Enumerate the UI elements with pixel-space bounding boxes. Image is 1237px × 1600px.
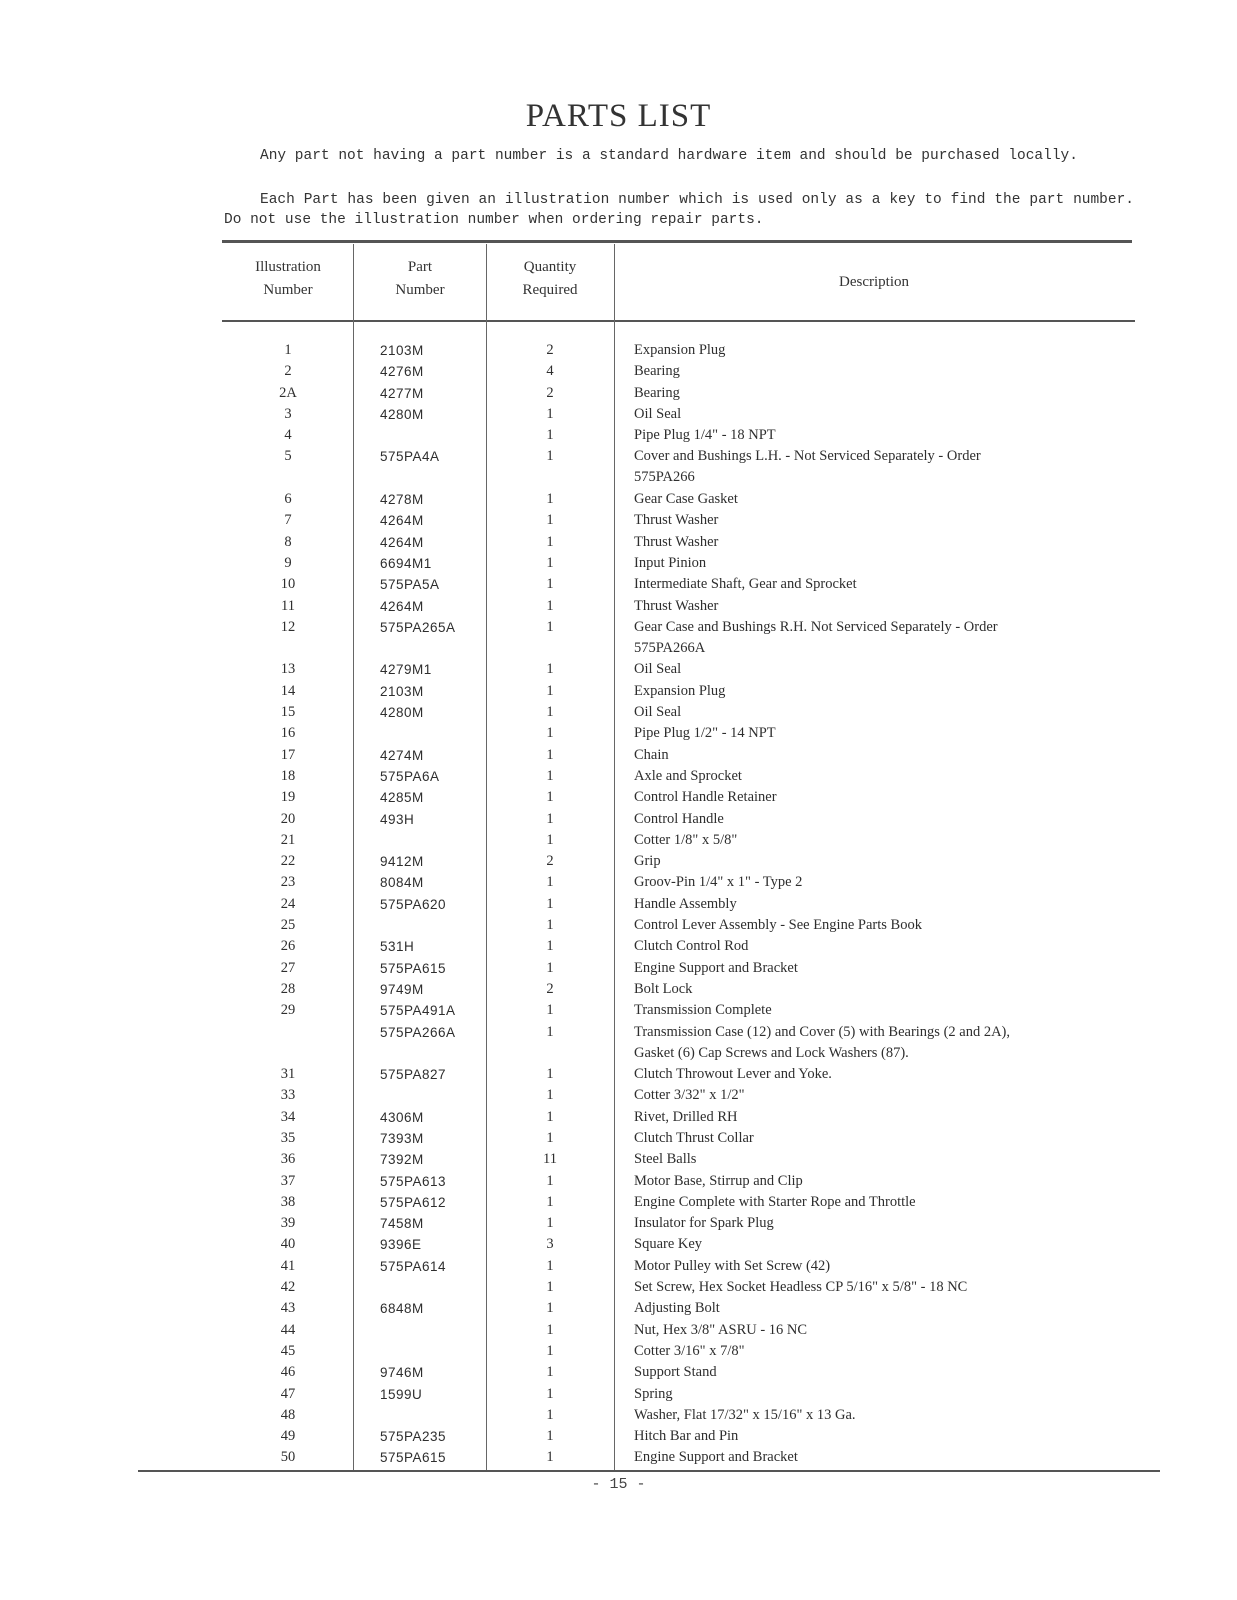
part-number-cell: 2103M (380, 683, 424, 699)
quantity-cell: 2 (546, 384, 554, 401)
description-cell: Cotter 3/16" x 7/8" (634, 1342, 745, 1359)
illustration-number-cell: 10 (280, 576, 296, 593)
part-number-cell: 7458M (380, 1216, 424, 1232)
intro-text-2: Each Part has been given an illustration number which is used only as a key to find the part number. Do not use the illustration number when ordering repair parts. (224, 192, 1134, 228)
quantity-cell: 1 (546, 1321, 554, 1338)
illustration-number-cell: 38 (280, 1193, 296, 1210)
table-header-rule (222, 320, 1135, 322)
description-cell: Insulator for Spark Plug (634, 1215, 774, 1232)
quantity-cell: 1 (546, 746, 554, 763)
quantity-cell: 1 (546, 1406, 554, 1423)
part-number-cell: 575PA6A (380, 768, 440, 784)
table-row (0, 1362, 1237, 1383)
illustration-number-cell: 16 (280, 725, 296, 742)
illustration-number-cell: 50 (280, 1449, 296, 1466)
description-cell: Pipe Plug 1/4" - 18 NPT (634, 427, 776, 444)
part-number-cell: 4285M (380, 790, 424, 806)
quantity-cell: 1 (546, 1108, 554, 1125)
quantity-cell: 1 (546, 831, 554, 848)
intro-paragraph-1 (224, 146, 1134, 166)
table-row (0, 958, 1237, 979)
parts-table-body (0, 340, 1237, 1469)
description-cell (634, 1022, 1114, 1064)
illustration-number-cell: 44 (280, 1321, 296, 1338)
quantity-cell: 1 (546, 938, 554, 955)
quantity-cell: 1 (546, 704, 554, 721)
description-cell: Support Stand (634, 1364, 717, 1381)
quantity-cell: 1 (546, 959, 554, 976)
illustration-number-cell: 7 (284, 512, 292, 529)
description-cell: Pipe Plug 1/2" - 14 NPT (634, 725, 776, 742)
illustration-number-cell: 29 (280, 1002, 296, 1019)
description-cell: Clutch Throwout Lever and Yoke. (634, 1066, 832, 1083)
description-cell: Square Key (634, 1236, 703, 1253)
part-number-cell: 575PA491A (380, 1003, 456, 1019)
description-cell: Hitch Bar and Pin (634, 1428, 739, 1445)
table-row (0, 446, 1237, 489)
quantity-cell: 2 (546, 342, 554, 358)
page-title: PARTS LIST (525, 98, 712, 134)
description-cell: Cotter 1/8" x 5/8" (634, 831, 738, 848)
description-line: Cover and Bushings L.H. - Not Serviced Separately - Order (634, 448, 981, 465)
table-row (0, 872, 1237, 893)
illustration-number-cell: 39 (280, 1215, 296, 1232)
table-row (0, 979, 1237, 1000)
table-row (0, 1298, 1237, 1319)
illustration-number-cell: 1 (284, 342, 292, 358)
illustration-number-cell: 41 (280, 1257, 296, 1274)
quantity-cell: 1 (546, 895, 554, 912)
table-row (0, 1447, 1237, 1468)
quantity-cell: 1 (546, 1066, 554, 1083)
illustration-number-cell: 24 (280, 895, 296, 912)
header-description-label: Description (839, 274, 909, 290)
table-row (0, 745, 1237, 766)
table-row (0, 787, 1237, 808)
description-cell (634, 617, 1114, 659)
illustration-number-cell: 19 (280, 789, 296, 806)
table-row (0, 1000, 1237, 1021)
quantity-cell: 1 (546, 1300, 554, 1317)
illustration-number-cell: 47 (280, 1385, 296, 1402)
part-number-cell: 575PA4A (380, 449, 440, 465)
quantity-cell: 1 (546, 1193, 554, 1210)
description-cell: Gear Case Gasket (634, 491, 738, 508)
quantity-cell: 1 (546, 1428, 554, 1445)
part-number-cell: 575PA265A (380, 619, 456, 635)
description-cell: Groov-Pin 1/4" x 1" - Type 2 (634, 874, 803, 891)
quantity-cell: 1 (546, 810, 554, 827)
table-row (0, 851, 1237, 872)
part-number-cell: 4274M (380, 747, 424, 763)
quantity-cell: 1 (546, 1364, 554, 1381)
table-bottom-rule (138, 1470, 1160, 1472)
illustration-number-cell: 14 (280, 682, 296, 699)
illustration-number-cell: 17 (280, 746, 296, 763)
part-number-cell: 575PA827 (380, 1067, 447, 1083)
quantity-cell: 1 (546, 1257, 554, 1274)
part-number-cell: 6848M (380, 1301, 424, 1317)
illustration-number-cell: 4 (284, 427, 292, 444)
header-quantity-line1: Quantity (523, 259, 577, 275)
table-row (0, 1128, 1237, 1149)
table-row (0, 1341, 1237, 1362)
table-row (0, 1256, 1237, 1277)
table-row (0, 723, 1237, 744)
quantity-cell: 1 (546, 491, 554, 508)
header-illustration-line1: Illustration (255, 259, 321, 275)
part-number-cell: 8084M (380, 875, 424, 891)
table-row (0, 383, 1237, 404)
header-quantity-required (486, 256, 614, 302)
illustration-number-cell: 23 (280, 874, 296, 891)
quantity-cell: 1 (546, 597, 554, 614)
illustration-number-cell: 33 (280, 1087, 296, 1104)
quantity-cell: 1 (546, 874, 554, 891)
table-row (0, 553, 1237, 574)
table-row (0, 1064, 1237, 1085)
quantity-cell: 1 (546, 533, 554, 550)
illustration-number-cell: 43 (280, 1300, 296, 1317)
description-cell: Clutch Control Rod (634, 938, 749, 955)
description-cell: Thrust Washer (634, 533, 719, 550)
part-number-cell: 4306M (380, 1109, 424, 1125)
illustration-number-cell: 40 (280, 1236, 296, 1253)
table-row (0, 425, 1237, 446)
part-number-cell: 4264M (380, 534, 424, 550)
part-number-cell: 4280M (380, 705, 424, 721)
quantity-cell: 1 (546, 1449, 554, 1466)
description-cell: Rivet, Drilled RH (634, 1108, 738, 1125)
part-number-cell: 7393M (380, 1130, 424, 1146)
illustration-number-cell: 31 (280, 1066, 296, 1083)
illustration-number-cell: 48 (280, 1406, 296, 1423)
illustration-number-cell: 5 (284, 448, 292, 465)
quantity-cell: 1 (546, 405, 554, 422)
table-row (0, 809, 1237, 830)
description-cell: Bolt Lock (634, 980, 693, 997)
part-number-cell: 531H (380, 939, 415, 955)
table-row (0, 1107, 1237, 1128)
illustration-number-cell: 15 (280, 704, 296, 721)
part-number-cell: 4279M1 (380, 662, 432, 678)
table-row (0, 1022, 1237, 1065)
illustration-number-cell: 11 (281, 597, 295, 614)
illustration-number-cell: 21 (280, 831, 296, 848)
description-cell: Oil Seal (634, 704, 682, 721)
table-row (0, 915, 1237, 936)
table-row (0, 659, 1237, 680)
illustration-number-cell: 34 (280, 1108, 296, 1125)
description-cell: Thrust Washer (634, 597, 719, 614)
part-number-cell: 4277M (380, 385, 424, 401)
quantity-cell: 1 (546, 512, 554, 529)
table-row (0, 830, 1237, 851)
description-cell: Axle and Sprocket (634, 767, 742, 784)
quantity-cell: 1 (546, 789, 554, 806)
description-cell: Spring (634, 1385, 673, 1402)
quantity-cell: 1 (546, 1002, 554, 1019)
description-cell: Motor Base, Stirrup and Clip (634, 1172, 803, 1189)
illustration-number-cell: 49 (280, 1428, 296, 1445)
description-cell (634, 446, 1114, 488)
part-number-cell: 575PA615 (380, 960, 447, 976)
description-cell: Control Lever Assembly - See Engine Parts Book (634, 917, 922, 934)
part-number-cell: 575PA614 (380, 1258, 447, 1274)
illustration-number-cell: 35 (280, 1129, 296, 1146)
quantity-cell: 1 (546, 917, 554, 934)
part-number-cell: 9749M (380, 981, 424, 997)
illustration-number-cell: 9 (284, 554, 292, 571)
illustration-number-cell: 3 (284, 405, 292, 422)
description-cell: Transmission Complete (634, 1002, 772, 1019)
part-number-cell: 9412M (380, 854, 424, 870)
header-illustration-number (222, 256, 354, 302)
table-row (0, 936, 1237, 957)
description-cell: Intermediate Shaft, Gear and Sprocket (634, 576, 857, 593)
illustration-number-cell: 22 (280, 853, 296, 870)
description-cell: Expansion Plug (634, 342, 726, 358)
description-cell: Chain (634, 746, 669, 763)
table-row (0, 1192, 1237, 1213)
part-number-cell: 4264M (380, 513, 424, 529)
quantity-cell: 1 (546, 1279, 554, 1296)
quantity-cell: 1 (546, 554, 554, 571)
description-cell: Adjusting Bolt (634, 1300, 720, 1317)
quantity-cell: 1 (546, 1087, 554, 1104)
table-row (0, 702, 1237, 723)
description-cell: Cotter 3/32" x 1/2" (634, 1087, 745, 1104)
description-cell: Engine Complete with Starter Rope and Throttle (634, 1193, 916, 1210)
table-row (0, 1213, 1237, 1234)
quantity-cell: 1 (546, 618, 554, 635)
description-cell: Engine Support and Bracket (634, 959, 798, 976)
table-row (0, 340, 1237, 361)
description-cell: Oil Seal (634, 661, 682, 678)
table-row (0, 894, 1237, 915)
illustration-number-cell: 26 (280, 938, 296, 955)
part-number-cell: 4264M (380, 598, 424, 614)
header-quantity-line2: Required (522, 282, 578, 298)
description-cell: Control Handle Retainer (634, 789, 777, 806)
description-cell: Expansion Plug (634, 682, 726, 699)
table-row (0, 510, 1237, 531)
part-number-cell: 575PA235 (380, 1429, 447, 1445)
quantity-cell: 1 (546, 767, 554, 784)
description-cell: Control Handle (634, 810, 724, 827)
quantity-cell: 1 (546, 1215, 554, 1232)
part-number-cell: 575PA266A (380, 1024, 456, 1040)
quantity-cell: 2 (546, 980, 554, 997)
description-cell: Engine Support and Bracket (634, 1449, 798, 1466)
table-row (0, 1405, 1237, 1426)
part-number-cell: 4278M (380, 492, 424, 508)
description-line: Gasket (6) Cap Screws and Lock Washers (87). (634, 1044, 909, 1061)
illustration-number-cell: 37 (280, 1172, 296, 1189)
header-part-line2: Number (395, 282, 445, 298)
table-row (0, 532, 1237, 553)
quantity-cell: 1 (546, 1129, 554, 1146)
illustration-number-cell: 18 (280, 767, 296, 784)
part-number-cell: 575PA620 (380, 896, 447, 912)
description-cell: Bearing (634, 384, 680, 401)
page-number: - 15 - (591, 1476, 646, 1493)
table-row (0, 1384, 1237, 1405)
table-row (0, 574, 1237, 595)
table-row (0, 1277, 1237, 1298)
description-cell: Nut, Hex 3/8" ASRU - 16 NC (634, 1321, 808, 1338)
illustration-number-cell: 20 (280, 810, 296, 827)
illustration-number-cell: 27 (280, 959, 296, 976)
illustration-number-cell: 28 (280, 980, 296, 997)
description-cell: Thrust Washer (634, 512, 719, 529)
description-cell: Grip (634, 853, 661, 870)
description-line: Transmission Case (12) and Cover (5) with Bearings (2 and 2A), (634, 1023, 1011, 1040)
part-number-cell: 9746M (380, 1365, 424, 1381)
quantity-cell: 1 (546, 576, 554, 593)
description-line: 575PA266 (634, 469, 695, 486)
description-cell: Input Pinion (634, 554, 707, 571)
quantity-cell: 4 (546, 363, 554, 380)
part-number-cell: 575PA612 (380, 1194, 447, 1210)
part-number-cell: 575PA613 (380, 1173, 447, 1189)
quantity-cell: 1 (546, 661, 554, 678)
quantity-cell: 3 (546, 1236, 554, 1253)
table-top-rule (222, 240, 1132, 243)
illustration-number-cell: 2A (279, 384, 297, 401)
header-description (614, 271, 1134, 294)
description-cell: Oil Seal (634, 405, 682, 422)
part-number-cell: 9396E (380, 1237, 422, 1253)
part-number-cell: 575PA5A (380, 577, 440, 593)
description-cell: Washer, Flat 17/32" x 15/16" x 13 Ga. (634, 1406, 856, 1423)
intro-paragraph-2 (224, 190, 1134, 230)
description-cell: Bearing (634, 363, 680, 380)
illustration-number-cell: 25 (280, 917, 296, 934)
table-row (0, 617, 1237, 660)
intro-text-1: Any part not having a part number is a standard hardware item and should be purchased locally. (260, 148, 1078, 164)
illustration-number-cell: 8 (284, 533, 292, 550)
header-part-number (354, 256, 486, 302)
part-number-cell: 4276M (380, 364, 424, 380)
illustration-number-cell: 36 (280, 1151, 296, 1168)
quantity-cell: 1 (546, 1023, 554, 1040)
quantity-cell: 1 (546, 1172, 554, 1189)
part-number-cell: 1599U (380, 1386, 423, 1402)
part-number-cell: 6694M1 (380, 555, 432, 571)
quantity-cell: 1 (546, 1385, 554, 1402)
part-number-cell: 4280M (380, 406, 424, 422)
quantity-cell: 1 (546, 682, 554, 699)
table-row (0, 1320, 1237, 1341)
table-row (0, 1171, 1237, 1192)
table-row (0, 596, 1237, 617)
description-line: 575PA266A (634, 639, 706, 656)
quantity-cell: 1 (546, 725, 554, 742)
illustration-number-cell: 6 (284, 491, 292, 508)
quantity-cell: 1 (546, 427, 554, 444)
table-row (0, 681, 1237, 702)
description-cell: Steel Balls (634, 1151, 697, 1168)
table-row (0, 766, 1237, 787)
illustration-number-cell: 42 (280, 1279, 296, 1296)
description-cell: Handle Assembly (634, 895, 737, 912)
table-row (0, 1426, 1237, 1447)
quantity-cell: 1 (546, 1342, 554, 1359)
description-cell: Motor Pulley with Set Screw (42) (634, 1257, 831, 1274)
table-row (0, 404, 1237, 425)
table-row (0, 1149, 1237, 1170)
part-number-cell: 7392M (380, 1152, 424, 1168)
part-number-cell: 575PA615 (380, 1450, 447, 1466)
part-number-cell: 2103M (380, 343, 424, 358)
description-cell: Clutch Thrust Collar (634, 1129, 754, 1146)
part-number-cell: 493H (380, 811, 415, 827)
quantity-cell: 2 (546, 853, 554, 870)
description-line: Gear Case and Bushings R.H. Not Serviced Separately - Order (634, 618, 998, 635)
quantity-cell: 11 (543, 1151, 557, 1168)
illustration-number-cell: 45 (280, 1342, 296, 1359)
table-row (0, 1085, 1237, 1106)
illustration-number-cell: 13 (280, 661, 296, 678)
table-row (0, 361, 1237, 382)
description-cell: Set Screw, Hex Socket Headless CP 5/16" x 5/8" - 18 NC (634, 1279, 968, 1296)
illustration-number-cell: 12 (280, 618, 296, 635)
illustration-number-cell: 46 (280, 1364, 296, 1381)
table-row (0, 489, 1237, 510)
header-illustration-line2: Number (263, 282, 313, 298)
quantity-cell: 1 (546, 448, 554, 465)
illustration-number-cell: 2 (284, 363, 292, 380)
header-part-line1: Part (407, 259, 433, 275)
table-row (0, 1234, 1237, 1255)
